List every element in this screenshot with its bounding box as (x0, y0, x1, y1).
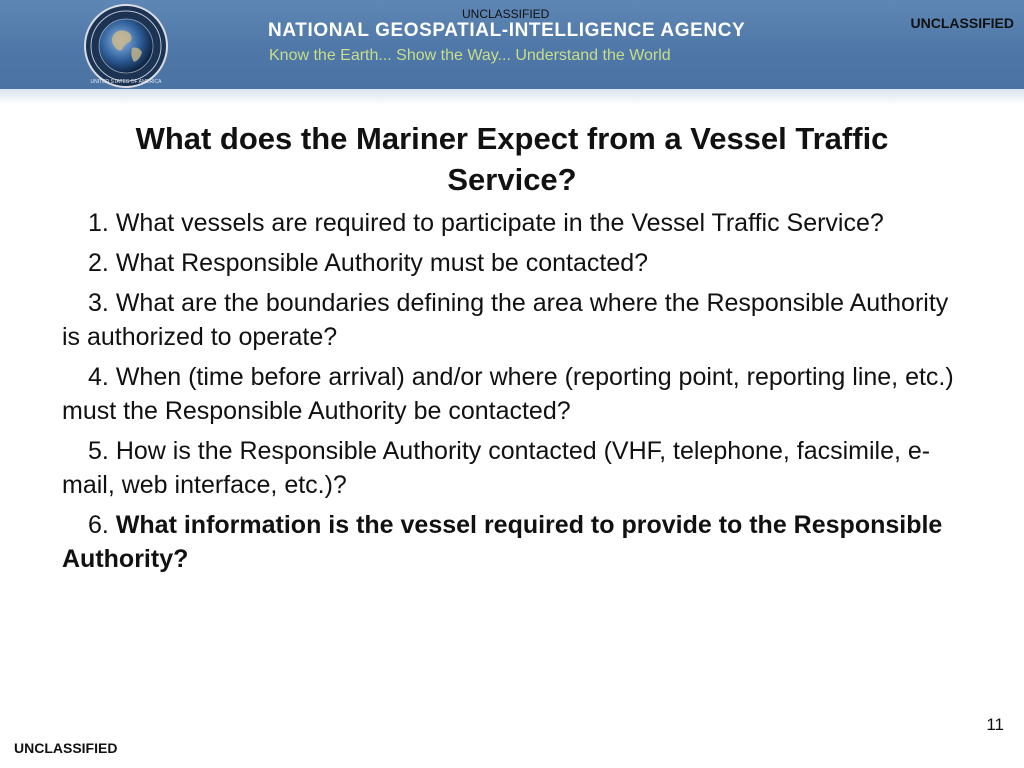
question-item (62, 434, 962, 502)
question-text: How is the Responsible Authority contacted (VHF, telephone, facsimile, e-mail, web interface, etc.)? (62, 437, 931, 499)
question-number: 3. (88, 289, 109, 317)
question-number: 4. (88, 363, 109, 391)
question-number: 5. (88, 437, 109, 465)
question-item (62, 360, 962, 428)
question-number: 1. (88, 209, 109, 237)
question-item (62, 246, 962, 280)
question-item-emphasized (62, 508, 962, 576)
banner-fade (0, 89, 1024, 105)
classification-marking-top-right: UNCLASSIFIED (910, 15, 1014, 31)
question-text-emphasized: What information is the vessel required to provide to the Responsible Authority? (62, 511, 943, 573)
page-number: 11 (986, 715, 1004, 734)
question-text: What vessels are required to participate in the Vessel Traffic Service? (115, 209, 884, 237)
question-number: 6. (88, 511, 109, 539)
agency-name: NATIONAL GEOSPATIAL-INTELLIGENCE AGENCY (268, 20, 746, 41)
question-item (62, 286, 962, 354)
classification-marking-top-center: UNCLASSIFIED (462, 7, 550, 21)
nga-seal-icon (84, 4, 168, 88)
question-text: When (time before arrival) and/or where (reporting point, reporting line, etc.) must the Responsible Authority be contacted? (62, 363, 954, 425)
classification-marking-bottom-left: UNCLASSIFIED (14, 740, 118, 756)
slide-title: What does the Mariner Expect from a Vessel Traffic Service? (135, 121, 889, 197)
seal-lettering: UNITED STATES OF AMERICA (90, 79, 162, 85)
agency-motto: Know the Earth... Show the Way... Understand the World (269, 47, 671, 64)
question-list (62, 206, 962, 582)
question-number: 2. (88, 249, 109, 277)
question-item (62, 206, 962, 240)
question-text: What Responsible Authority must be contacted? (115, 249, 649, 277)
question-text: What are the boundaries defining the area where the Responsible Authority is authorized to operate? (62, 289, 949, 351)
